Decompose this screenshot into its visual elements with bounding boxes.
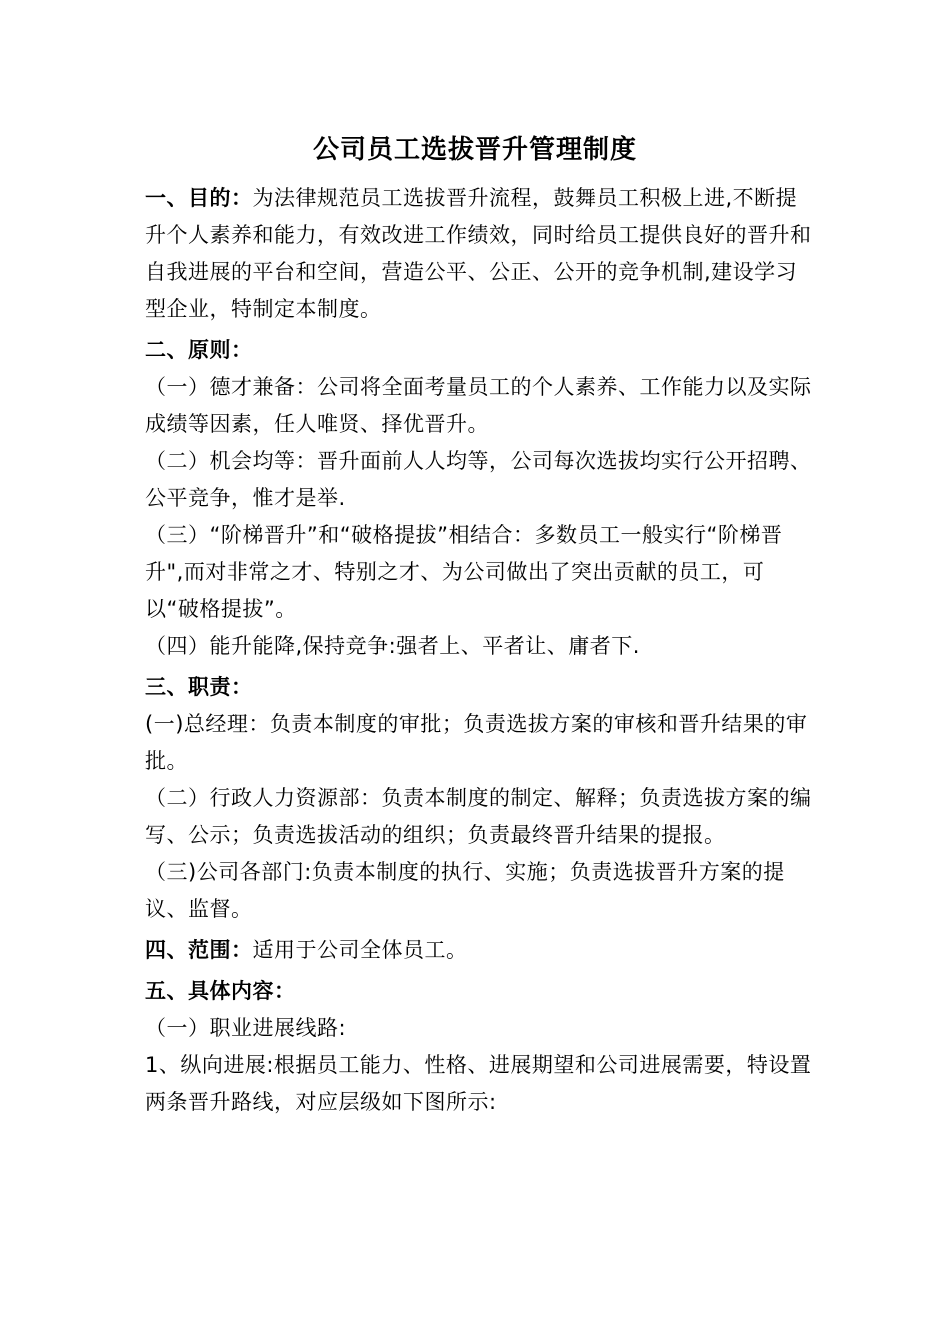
principle-item: （一）德才兼备：公司将全面考量员工的个人素养、工作能力以及实际成绩等因素，任人唯贤、择优晋升。 bbox=[145, 375, 812, 436]
content-item: 1、纵向进展:根据员工能力、性格、进展期望和公司进展需要，特设置两条晋升路线，对应层级如下图所示: bbox=[145, 1053, 812, 1114]
principle-item: （三）“阶梯晋升”和“破格提拔”相结合：多数员工一般实行“阶梯晋升",而对非常之才、特别之才、为公司做出了突出贡献的员工，可以“破格提拔”。 bbox=[145, 523, 783, 621]
content-heading: 五、具体内容： bbox=[145, 979, 296, 1003]
scope-text: 适用于公司全体员工。 bbox=[252, 938, 468, 962]
scope-heading: 四、范围： bbox=[145, 938, 253, 962]
purpose-paragraph bbox=[145, 180, 815, 328]
duty-item: (一)总经理：负责本制度的审批；负责选拔方案的审核和晋升结果的审批。 bbox=[145, 712, 808, 773]
scope-paragraph bbox=[145, 932, 815, 969]
duty-item: （二）行政人力资源部：负责本制度的制定、解释；负责选拔方案的编写、公示；负责选拔活动的组织；负责最终晋升结果的提报。 bbox=[145, 786, 812, 847]
purpose-heading: 一、目的： bbox=[145, 186, 253, 210]
duties-heading: 三、职责： bbox=[145, 675, 253, 699]
principle-item: （二）机会均等：晋升面前人人均等，公司每次选拔均实行公开招聘、公平竞争，惟才是举. bbox=[145, 449, 812, 510]
principles-heading: 二、原则： bbox=[145, 338, 253, 362]
duty-item: （三)公司各部门:负责本制度的执行、实施；负责选拔晋升方案的提议、监督。 bbox=[145, 860, 785, 921]
purpose-text: 为法律规范员工选拔晋升流程，鼓舞员工积极上进,不断提升个人素养和能力，有效改进工作绩效，同时给员工提供良好的晋升和自我进展的平台和空间，营造公平、公正、公开的竞争机制,建设学习型企业，特制定本制度。 bbox=[145, 186, 812, 321]
content-item: （一）职业进展线路: bbox=[145, 1016, 347, 1040]
document-body bbox=[145, 180, 815, 1121]
document-title: 公司员工选拔晋升管理制度 bbox=[312, 135, 637, 165]
principle-item: （四）能升能降,保持竞争:强者上、平者让、庸者下. bbox=[145, 634, 640, 658]
